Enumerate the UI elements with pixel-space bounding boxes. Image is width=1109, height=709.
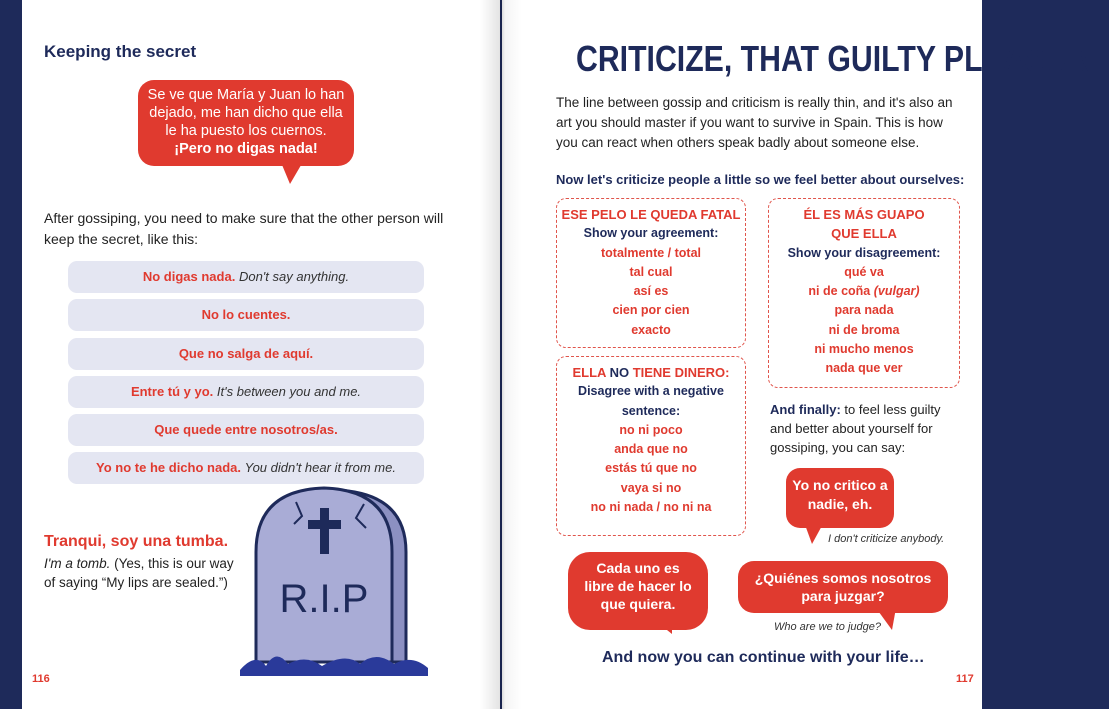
box-item: ni de broma: [828, 322, 900, 337]
tranqui-rest: (Yes, this is our way of saying “My lips are sealed.”): [44, 556, 234, 590]
page-number-left: 116: [32, 673, 50, 685]
box-item: totalmente / total: [600, 245, 701, 260]
lead-sentence: Now let's criticize people a little so we feel better about ourselves:: [556, 172, 965, 187]
vulgar-note: (vulgar): [873, 284, 920, 299]
box-item: no ni nada / no ni na: [590, 500, 712, 515]
box-item: tal cual: [629, 264, 673, 279]
bubble-bold-text: ¡Pero no digas nada!: [174, 141, 318, 157]
phrase-en: Don't say anything.: [238, 269, 350, 284]
box-item: así es: [633, 284, 669, 299]
box-item: [769, 282, 959, 301]
phrase-es: Que quede entre nosotros/as.: [154, 422, 338, 437]
box-item: cien por cien: [612, 303, 690, 318]
finally-text: to feel less guilty and better about yourself for gossiping, you can say:: [770, 402, 941, 455]
tranqui-en: I'm a tomb.: [44, 556, 111, 571]
bubble-tail-icon: [652, 618, 676, 636]
phrase-pill: [68, 414, 424, 446]
box-item: estás tú que no: [605, 461, 697, 476]
disagreement-box: [768, 198, 960, 388]
tombstone-icon: [236, 482, 434, 678]
negative-sentence-box: [556, 356, 746, 536]
phrase-es: No digas nada.: [142, 269, 236, 284]
heading-post: TIENE DINERO:: [629, 365, 730, 380]
phrase-es: No lo cuentes.: [201, 307, 291, 322]
phrase-pill: [68, 338, 424, 370]
box-subheading: Show your agreement:: [583, 226, 719, 241]
closing-line: And now you can continue with your life…: [602, 649, 925, 666]
heading-no: NO: [609, 365, 630, 380]
phrase-es: Yo no te he dicho nada.: [96, 460, 241, 475]
finally-bold: And finally:: [770, 402, 841, 417]
box-item: exacto: [631, 322, 671, 337]
box-item: nada que ver: [825, 361, 903, 376]
speech-bubble-cada-uno: Cada uno es libre de hacer lo que quiera.: [568, 552, 708, 630]
phrase-en: It's between you and me.: [216, 384, 362, 399]
box-item: para nada: [834, 303, 894, 318]
page-number-right: 117: [956, 673, 974, 685]
page-title: CRITICIZE, THAT GUILTY PLEASURE: [576, 38, 1109, 79]
box-item: qué va: [844, 264, 884, 279]
speech-bubble-quienes: ¿Quiénes somos nosotros para juzgar?: [738, 561, 948, 613]
right-page: [502, 0, 1109, 709]
box-item: vaya si no: [620, 480, 682, 495]
intro-paragraph: The line between gossip and criticism is really thin, and it's also an art you should master if you want to survive in Spain. This is how you can react when others speak badly about someone else.: [556, 95, 953, 150]
tomb-text: R.I.P: [279, 577, 369, 621]
box-subheading: Show your disagreement:: [787, 245, 941, 260]
section-title: Keeping the secret: [44, 42, 197, 61]
agreement-box: [556, 198, 746, 348]
phrase-pill: [68, 299, 424, 331]
bubble-tail-icon: [802, 522, 826, 546]
speech-bubble-critico: Yo no critico a nadie, eh.: [786, 468, 894, 528]
speech-bubble-secret: [138, 80, 354, 166]
caption-quienes: Who are we to judge?: [774, 621, 882, 633]
box-item: no ni poco: [619, 422, 683, 437]
tranqui-title: Tranqui, soy una tumba.: [44, 533, 229, 550]
caption-critico: I don't criticize anybody.: [828, 533, 945, 545]
left-page: [22, 0, 500, 709]
box-item: ni mucho menos: [814, 342, 914, 357]
box-subheading: Disagree with a negative sentence:: [578, 384, 724, 418]
box-heading: ÉL ES MÁS GUAPO QUE ELLA: [803, 207, 925, 242]
phrase-es: Entre tú y yo.: [130, 384, 214, 399]
phrase-pill: [68, 376, 424, 408]
finally-paragraph: [770, 400, 960, 457]
tranqui-subtitle: [44, 554, 234, 592]
box-item: anda que no: [614, 442, 688, 457]
phrase-es: Que no salga de aquí.: [178, 346, 314, 361]
phrase-pill: [68, 261, 424, 293]
bubble-text: Se ve que María y Juan lo han dejado, me han dicho que ella le ha puesto los cuernos.: [147, 87, 345, 139]
box-heading: [557, 363, 745, 382]
box-item-text: ni de coña: [808, 284, 871, 299]
phrase-pill: [68, 452, 424, 484]
phrase-en: You didn't hear it from me.: [244, 460, 396, 475]
intro-paragraph: After gossiping, you need to make sure that the other person will keep the secret, like this:: [44, 210, 444, 247]
bubble-tail-icon: [278, 160, 308, 186]
heading-pre: ELLA: [572, 365, 610, 380]
box-heading: ESE PELO LE QUEDA FATAL: [561, 207, 741, 222]
